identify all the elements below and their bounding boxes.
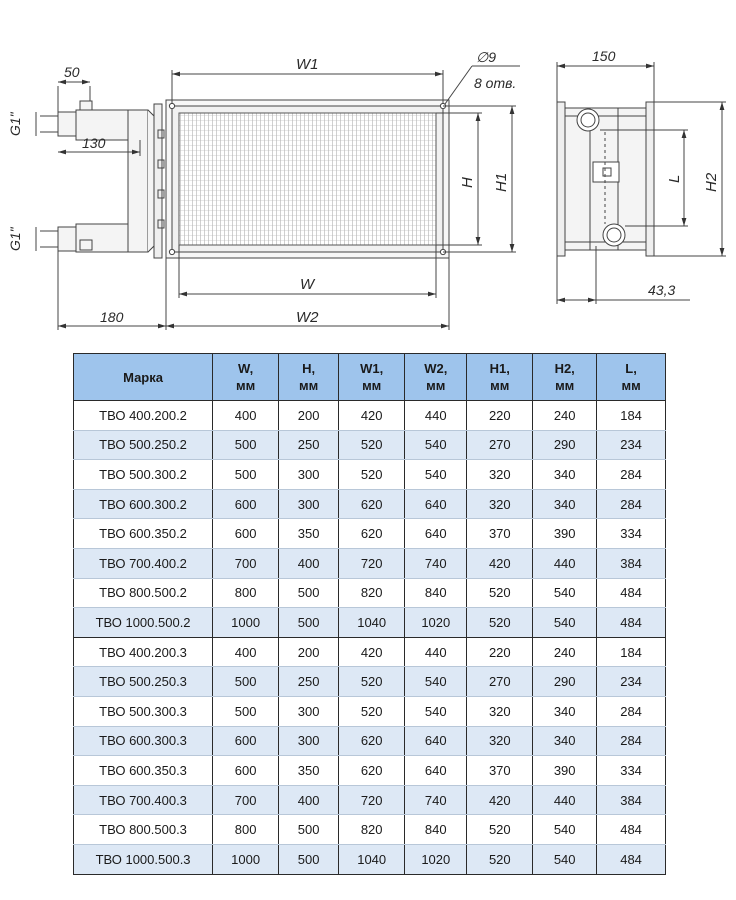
value-cell: 520 (339, 696, 405, 726)
front-view (166, 66, 520, 330)
value-cell: 840 (405, 815, 467, 845)
value-cell: 1020 (405, 608, 467, 638)
value-cell: 520 (467, 578, 533, 608)
value-cell: 284 (597, 726, 666, 756)
value-cell: 340 (533, 460, 597, 490)
model-cell: ТВО 400.200.3 (74, 637, 213, 667)
value-cell: 390 (533, 756, 597, 786)
h2-label: H2 (703, 172, 720, 192)
value-cell: 420 (339, 401, 405, 431)
side-view-right (557, 62, 726, 304)
table-row (74, 637, 666, 667)
value-cell: 440 (405, 637, 467, 667)
value-cell: 270 (467, 430, 533, 460)
value-cell: 540 (533, 815, 597, 845)
value-cell: 400 (213, 637, 279, 667)
value-cell: 500 (213, 430, 279, 460)
value-cell: 420 (467, 785, 533, 815)
column-header (467, 354, 533, 401)
hole-count-label: 8 отв. (474, 75, 517, 91)
column-header-unit: мм (490, 378, 510, 393)
table-row (74, 548, 666, 578)
value-cell: 600 (213, 726, 279, 756)
w2-label: W2 (296, 309, 319, 326)
model-cell: ТВО 1000.500.2 (74, 608, 213, 638)
specifications-table (73, 353, 666, 875)
table-row (74, 844, 666, 874)
value-cell: 284 (597, 489, 666, 519)
value-cell: 620 (339, 519, 405, 549)
thread-top-label: G1" (7, 112, 23, 136)
table-row (74, 519, 666, 549)
value-cell: 200 (279, 637, 339, 667)
value-cell: 390 (533, 519, 597, 549)
value-cell: 250 (279, 430, 339, 460)
dim-43-label: 43,3 (648, 282, 676, 298)
model-cell: ТВО 500.250.3 (74, 667, 213, 697)
table-row (74, 815, 666, 845)
value-cell: 740 (405, 785, 467, 815)
value-cell: 334 (597, 756, 666, 786)
value-cell: 250 (279, 667, 339, 697)
side-view-left (36, 82, 166, 330)
column-header-label: H1, (489, 361, 510, 376)
column-header-label: H2, (554, 361, 575, 376)
value-cell: 400 (279, 548, 339, 578)
table-row (74, 489, 666, 519)
value-cell: 520 (339, 460, 405, 490)
value-cell: 540 (533, 844, 597, 874)
value-cell: 220 (467, 401, 533, 431)
value-cell: 370 (467, 756, 533, 786)
value-cell: 520 (467, 608, 533, 638)
value-cell: 484 (597, 815, 666, 845)
h1-label: H1 (493, 172, 510, 192)
value-cell: 290 (533, 667, 597, 697)
column-header-unit: мм (362, 378, 382, 393)
value-cell: 334 (597, 519, 666, 549)
column-header-label: H, (302, 361, 316, 376)
column-header-unit: мм (555, 378, 575, 393)
model-cell: ТВО 800.500.3 (74, 815, 213, 845)
value-cell: 1000 (213, 608, 279, 638)
value-cell: 300 (279, 726, 339, 756)
model-cell: ТВО 1000.500.3 (74, 844, 213, 874)
w1-label: W1 (296, 56, 319, 73)
w-label: W (300, 276, 315, 293)
value-cell: 350 (279, 519, 339, 549)
value-cell: 484 (597, 844, 666, 874)
value-cell: 620 (339, 726, 405, 756)
column-header (74, 354, 213, 401)
value-cell: 720 (339, 785, 405, 815)
value-cell: 720 (339, 548, 405, 578)
value-cell: 340 (533, 726, 597, 756)
value-cell: 500 (213, 460, 279, 490)
value-cell: 384 (597, 548, 666, 578)
column-header (533, 354, 597, 401)
table-row (74, 460, 666, 490)
column-header-label: W2, (424, 361, 448, 376)
model-cell: ТВО 600.300.2 (74, 489, 213, 519)
value-cell: 420 (339, 637, 405, 667)
value-cell: 220 (467, 637, 533, 667)
table-row (74, 608, 666, 638)
dim-50-label: 50 (64, 64, 80, 80)
value-cell: 540 (405, 696, 467, 726)
table-row (74, 667, 666, 697)
table-row (74, 401, 666, 431)
value-cell: 200 (279, 401, 339, 431)
model-cell: ТВО 600.350.2 (74, 519, 213, 549)
value-cell: 350 (279, 756, 339, 786)
table-row (74, 726, 666, 756)
dim-150-label: 150 (592, 48, 616, 64)
model-cell: ТВО 500.300.3 (74, 696, 213, 726)
model-cell: ТВО 400.200.2 (74, 401, 213, 431)
value-cell: 1000 (213, 844, 279, 874)
value-cell: 184 (597, 637, 666, 667)
model-cell: ТВО 500.250.2 (74, 430, 213, 460)
value-cell: 1020 (405, 844, 467, 874)
value-cell: 240 (533, 401, 597, 431)
l-label: L (666, 174, 683, 183)
value-cell: 440 (533, 548, 597, 578)
value-cell: 840 (405, 578, 467, 608)
value-cell: 340 (533, 489, 597, 519)
value-cell: 500 (279, 844, 339, 874)
value-cell: 420 (467, 548, 533, 578)
model-cell: ТВО 700.400.2 (74, 548, 213, 578)
value-cell: 284 (597, 696, 666, 726)
value-cell: 520 (339, 430, 405, 460)
hole-diameter-label: ∅9 (476, 49, 496, 65)
value-cell: 540 (405, 667, 467, 697)
value-cell: 540 (533, 608, 597, 638)
column-header-label: W1, (360, 361, 384, 376)
value-cell: 520 (467, 815, 533, 845)
value-cell: 320 (467, 489, 533, 519)
model-cell: ТВО 600.350.3 (74, 756, 213, 786)
value-cell: 640 (405, 756, 467, 786)
value-cell: 290 (533, 430, 597, 460)
value-cell: 500 (279, 578, 339, 608)
column-header (597, 354, 666, 401)
h-label: H (459, 177, 476, 188)
value-cell: 234 (597, 430, 666, 460)
column-header-unit: мм (299, 378, 319, 393)
technical-drawing (0, 0, 736, 345)
value-cell: 270 (467, 667, 533, 697)
value-cell: 500 (213, 667, 279, 697)
dim-180-label: 180 (100, 309, 124, 325)
value-cell: 484 (597, 608, 666, 638)
value-cell: 700 (213, 548, 279, 578)
column-header (279, 354, 339, 401)
value-cell: 620 (339, 756, 405, 786)
value-cell: 800 (213, 578, 279, 608)
value-cell: 400 (279, 785, 339, 815)
column-header-label: Марка (123, 369, 163, 385)
column-header-unit: мм (426, 378, 446, 393)
value-cell: 620 (339, 489, 405, 519)
value-cell: 400 (213, 401, 279, 431)
value-cell: 184 (597, 401, 666, 431)
value-cell: 384 (597, 785, 666, 815)
value-cell: 540 (405, 460, 467, 490)
value-cell: 740 (405, 548, 467, 578)
value-cell: 1040 (339, 608, 405, 638)
value-cell: 440 (533, 785, 597, 815)
value-cell: 484 (597, 578, 666, 608)
column-header (339, 354, 405, 401)
value-cell: 800 (213, 815, 279, 845)
table-row (74, 696, 666, 726)
value-cell: 320 (467, 696, 533, 726)
column-header-label: L, (625, 361, 637, 376)
value-cell: 640 (405, 726, 467, 756)
value-cell: 300 (279, 460, 339, 490)
table-row (74, 756, 666, 786)
value-cell: 820 (339, 815, 405, 845)
value-cell: 370 (467, 519, 533, 549)
column-header-label: W, (238, 361, 254, 376)
model-cell: ТВО 600.300.3 (74, 726, 213, 756)
value-cell: 300 (279, 489, 339, 519)
column-header-unit: мм (621, 378, 641, 393)
value-cell: 520 (339, 667, 405, 697)
value-cell: 820 (339, 578, 405, 608)
value-cell: 540 (405, 430, 467, 460)
value-cell: 500 (279, 815, 339, 845)
model-cell: ТВО 800.500.2 (74, 578, 213, 608)
table-row (74, 578, 666, 608)
value-cell: 1040 (339, 844, 405, 874)
table-row (74, 430, 666, 460)
value-cell: 500 (279, 608, 339, 638)
table-row (74, 785, 666, 815)
column-header (405, 354, 467, 401)
column-header-unit: мм (236, 378, 256, 393)
value-cell: 600 (213, 519, 279, 549)
value-cell: 600 (213, 756, 279, 786)
model-cell: ТВО 500.300.2 (74, 460, 213, 490)
dim-130-label: 130 (82, 135, 106, 151)
table-body (74, 401, 666, 875)
value-cell: 600 (213, 489, 279, 519)
value-cell: 234 (597, 667, 666, 697)
value-cell: 500 (213, 696, 279, 726)
value-cell: 520 (467, 844, 533, 874)
value-cell: 300 (279, 696, 339, 726)
value-cell: 440 (405, 401, 467, 431)
value-cell: 640 (405, 489, 467, 519)
value-cell: 240 (533, 637, 597, 667)
value-cell: 640 (405, 519, 467, 549)
model-cell: ТВО 700.400.3 (74, 785, 213, 815)
value-cell: 284 (597, 460, 666, 490)
value-cell: 700 (213, 785, 279, 815)
value-cell: 320 (467, 726, 533, 756)
thread-bottom-label: G1" (7, 227, 23, 251)
column-header (213, 354, 279, 401)
value-cell: 320 (467, 460, 533, 490)
value-cell: 540 (533, 578, 597, 608)
table-header-row (74, 354, 666, 401)
value-cell: 340 (533, 696, 597, 726)
